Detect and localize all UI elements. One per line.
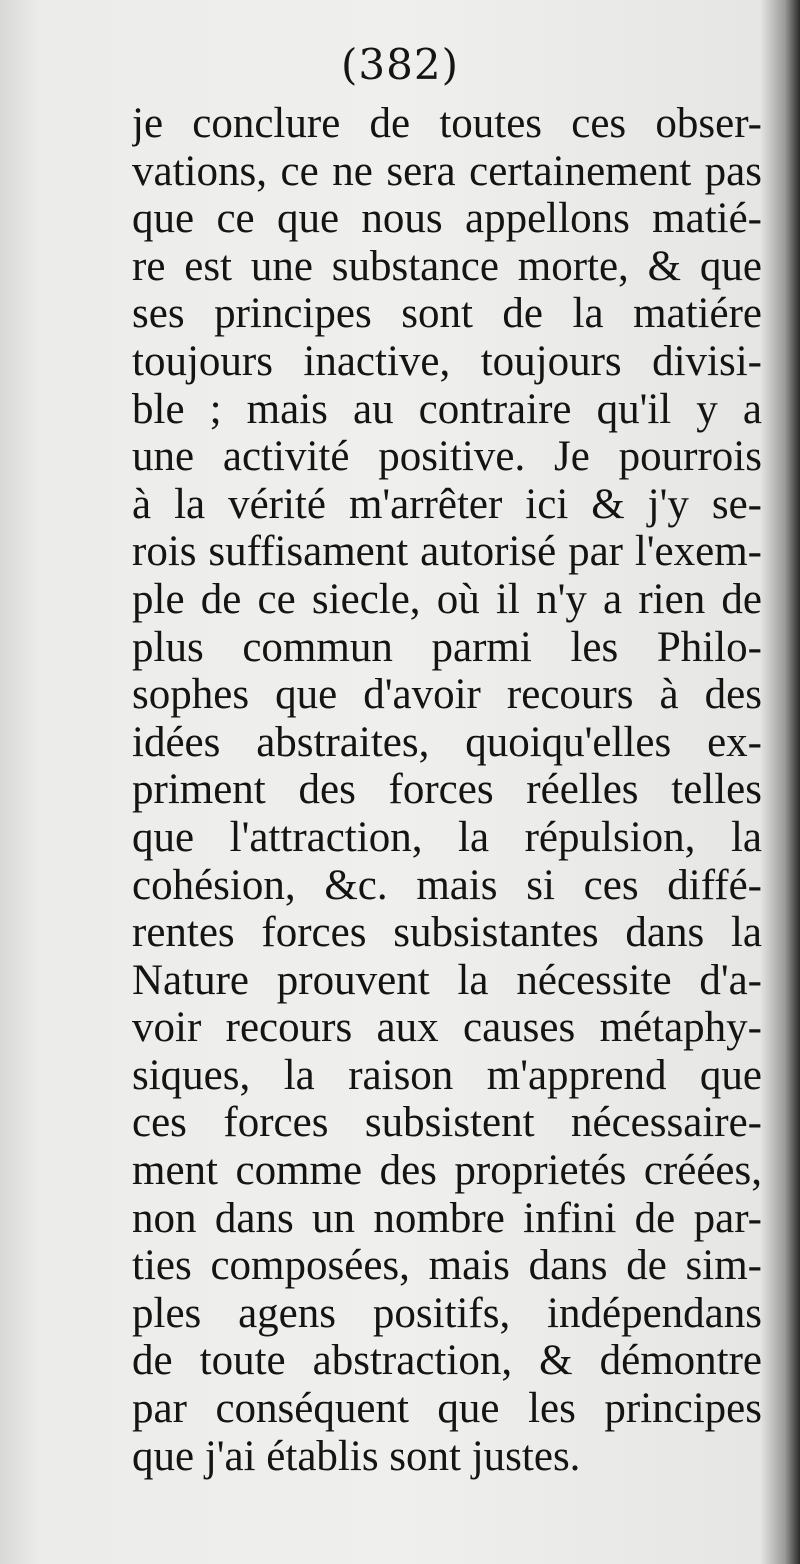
text-line: à la vérité m'arrêter ici & j'y se- xyxy=(132,480,762,528)
text-line: ces forces subsistent nécessaire- xyxy=(132,1099,762,1147)
text-line: priment des forces réelles telles xyxy=(132,766,762,814)
page-number: (382) xyxy=(341,40,459,89)
text-line: non dans un nombre infini de par- xyxy=(132,1194,762,1242)
text-line: que l'attraction, la répulsion, la xyxy=(132,813,762,861)
text-line: je conclure de toutes ces obser- xyxy=(132,100,762,147)
text-line: ple de ce siecle, où il n'y a rien de xyxy=(132,575,762,623)
text-line: par conséquent que les principes xyxy=(132,1385,762,1433)
text-line: cohésion, &c. mais si ces diffé- xyxy=(132,861,762,909)
body-text xyxy=(132,100,762,1480)
text-line: plus commun parmi les Philo- xyxy=(132,623,762,671)
text-line: une activité positive. Je pourrois xyxy=(132,433,762,481)
text-line: ties composées, mais dans de sim- xyxy=(132,1242,762,1290)
text-line: re est une substance morte, & que xyxy=(132,242,762,290)
text-line: Nature prouvent la nécessite d'a- xyxy=(132,956,762,1004)
text-line: que ce que nous appellons matié- xyxy=(132,195,762,243)
text-line: ples agens positifs, indépendans xyxy=(132,1289,762,1337)
text-line: ses principes sont de la matiére xyxy=(132,290,762,338)
text-line: rois suffisament autorisé par l'exem- xyxy=(132,528,762,576)
text-line: rentes forces subsistantes dans la xyxy=(132,909,762,957)
text-line: que j'ai établis sont justes. xyxy=(132,1432,581,1480)
text-line: de toute abstraction, & démontre xyxy=(132,1337,762,1385)
text-line: voir recours aux causes métaphy- xyxy=(132,1004,762,1052)
text-line: sophes que d'avoir recours à des xyxy=(132,671,762,719)
text-line: vations, ce ne sera certainement pas xyxy=(132,147,762,195)
text-line: toujours inactive, toujours divisi- xyxy=(132,337,762,385)
text-line: ble ; mais au contraire qu'il y a xyxy=(132,385,762,433)
text-line: siques, la raison m'apprend que xyxy=(132,1051,762,1099)
text-line: idées abstraites, quoiqu'elles ex- xyxy=(132,718,762,766)
text-line: ment comme des proprietés créées, xyxy=(132,1147,762,1195)
